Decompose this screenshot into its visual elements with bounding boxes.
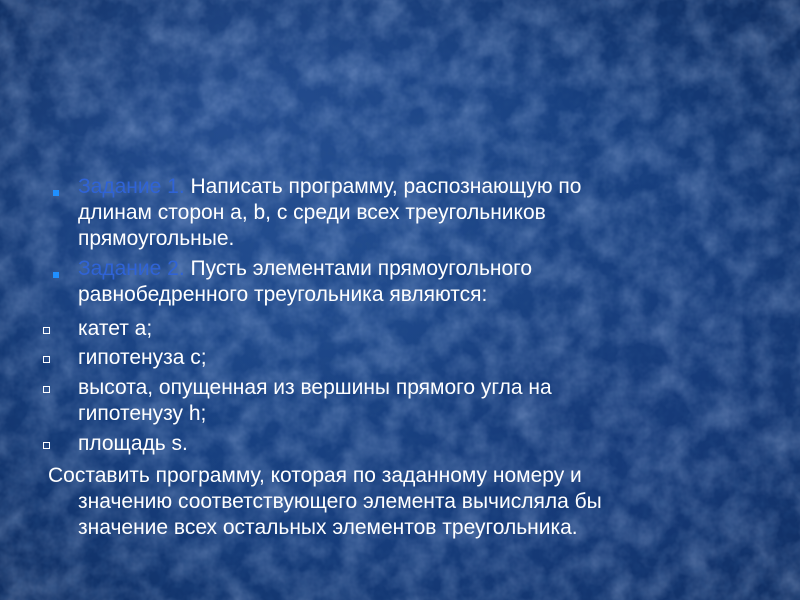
task-2	[78, 256, 532, 308]
task-1-bullet	[53, 190, 59, 196]
element-4-bullet	[43, 442, 50, 449]
element-2: гипотенуза c;	[78, 346, 207, 369]
element-1-bullet	[43, 327, 50, 334]
task-1-label: Задание 1.	[78, 175, 185, 198]
conclusion	[48, 463, 602, 541]
element-3-bullet	[43, 386, 50, 393]
task-1	[78, 174, 581, 252]
element-4: площадь s.	[78, 432, 188, 455]
element-2-bullet	[43, 356, 50, 363]
task-1-text-3: прямоугольные.	[78, 227, 235, 250]
task-1-line-1	[78, 174, 581, 200]
task-1-text-1: Написать программу, распознающую по	[190, 175, 582, 198]
conclusion-line-2: значению соответствующего элемента вычисляла бы	[78, 490, 602, 513]
element-3-line-2: гипотенузу h;	[78, 402, 207, 425]
task-2-line-1	[78, 256, 532, 282]
conclusion-line-3: значение всех остальных элементов треугольника.	[78, 516, 578, 539]
conclusion-line-1: Составить программу, которая по заданному номеру и	[48, 464, 582, 487]
task-2-text-1: Пусть элементами прямоугольного	[190, 257, 533, 280]
task-2-label: Задание 2.	[78, 257, 185, 280]
task-1-text-2: длинам сторон a, b, c среди всех треугольников	[78, 201, 546, 224]
task-2-bullet	[53, 272, 59, 278]
element-3	[78, 375, 552, 427]
element-1: катет a;	[78, 317, 153, 340]
task-2-text-2: равнобедренного треугольника являются:	[78, 283, 488, 306]
element-3-line-1: высота, опущенная из вершины прямого угла на	[78, 376, 552, 399]
